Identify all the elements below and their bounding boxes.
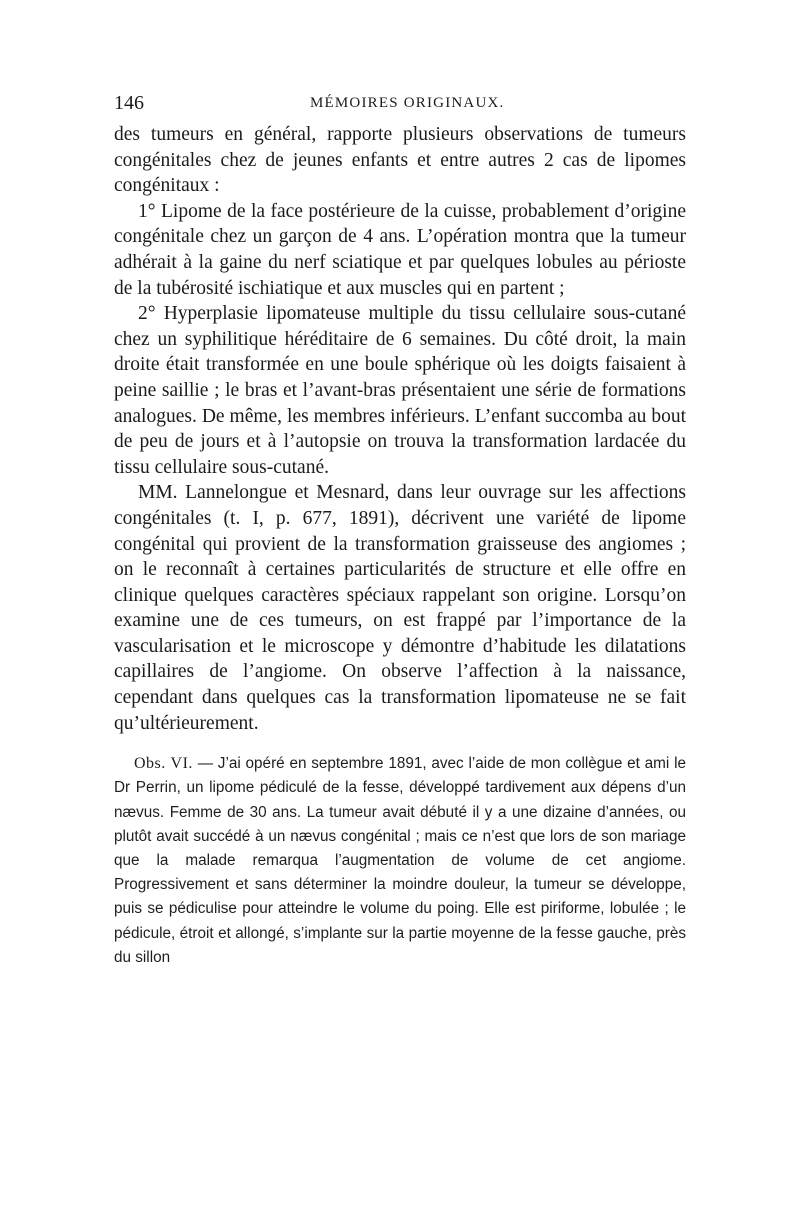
paragraph-continuation: des tumeurs en général, rapporte plusieurs observations de tumeurs congénitales chez de jeunes enfants et entre autres 2 cas de lipomes congénitaux :	[114, 124, 686, 197]
paragraph-lannelongue: MM. Lannelongue et Mesnard, dans leur ouvrage sur les affections congénitales (t. I, p. 677, 1891), décrivent une variété de lipome congénital qui provient de la transformation graisseuse des angiomes ; on le reconnaît à certaines particularités de structure et elle offre en clinique quelques caractères spéciaux rappelant son origine. Lorsqu’on examine une de ces tumeurs, on est frappé par l’importance de la vascularisation et le microscope y démontre d’habitude les dilatations capillaires de l’angiome. On observe l’affection à la naissance, cependant dans quelques cas la transformation lipomateuse ne se fait qu’ultérieurement.	[114, 482, 686, 734]
running-title: MÉMOIRES ORIGINAUX.	[310, 95, 505, 111]
page-number: 146	[114, 92, 144, 114]
observation-block	[114, 752, 686, 970]
page-header	[114, 92, 686, 118]
book-page	[114, 92, 686, 970]
paragraph-case-2: 2° Hyperplasie lipomateuse multiple du tissu cellulaire sous-cutané chez un syphilitique héréditaire de 6 semaines. Du côté droit, la main droite était transformée en une boule sphérique où les doigts faisaient à peine saillie ; le bras et l’avant-bras présentaient une série de formations analogues. De même, les membres inférieurs. L’enfant succomba au bout de peu de jours et à l’autopsie on trouva la transformation lardacée du tissu cellulaire sous-cutané.	[114, 303, 686, 478]
observation-text: — J’ai opéré en septembre 1891, avec l’aide de mon collègue et ami le Dr Perrin, un lipome pédiculé de la fesse, développé tardivement aux dépens d’un nævus. Femme de 30 ans. La tumeur avait débuté il y a une dizaine d’années, ou plutôt avait succédé à un nævus congénital ; mais ce n’est que lors de son mariage que la malade remarqua l’augmentation de volume de cet angiome. Progressivement et sans déterminer la moindre douleur, la tumeur se développe, puis se pédiculise pour atteindre le volume du poing. Elle est piriforme, lobulée ; le pédicule, étroit et allongé, s’implante sur la partie moyenne de la fesse gauche, près du sillon	[114, 755, 687, 966]
observation-label: Obs. VI.	[134, 755, 193, 773]
paragraph-case-1: 1° Lipome de la face postérieure de la cuisse, probablement d’origine congénitale chez un garçon de 4 ans. L’opération montra que la tumeur adhérait à la gaine du nerf sciatique et par quelques lobules au périoste de la tubérosité ischiatique et aux muscles qui en partent ;	[114, 200, 686, 299]
main-text	[114, 122, 686, 736]
